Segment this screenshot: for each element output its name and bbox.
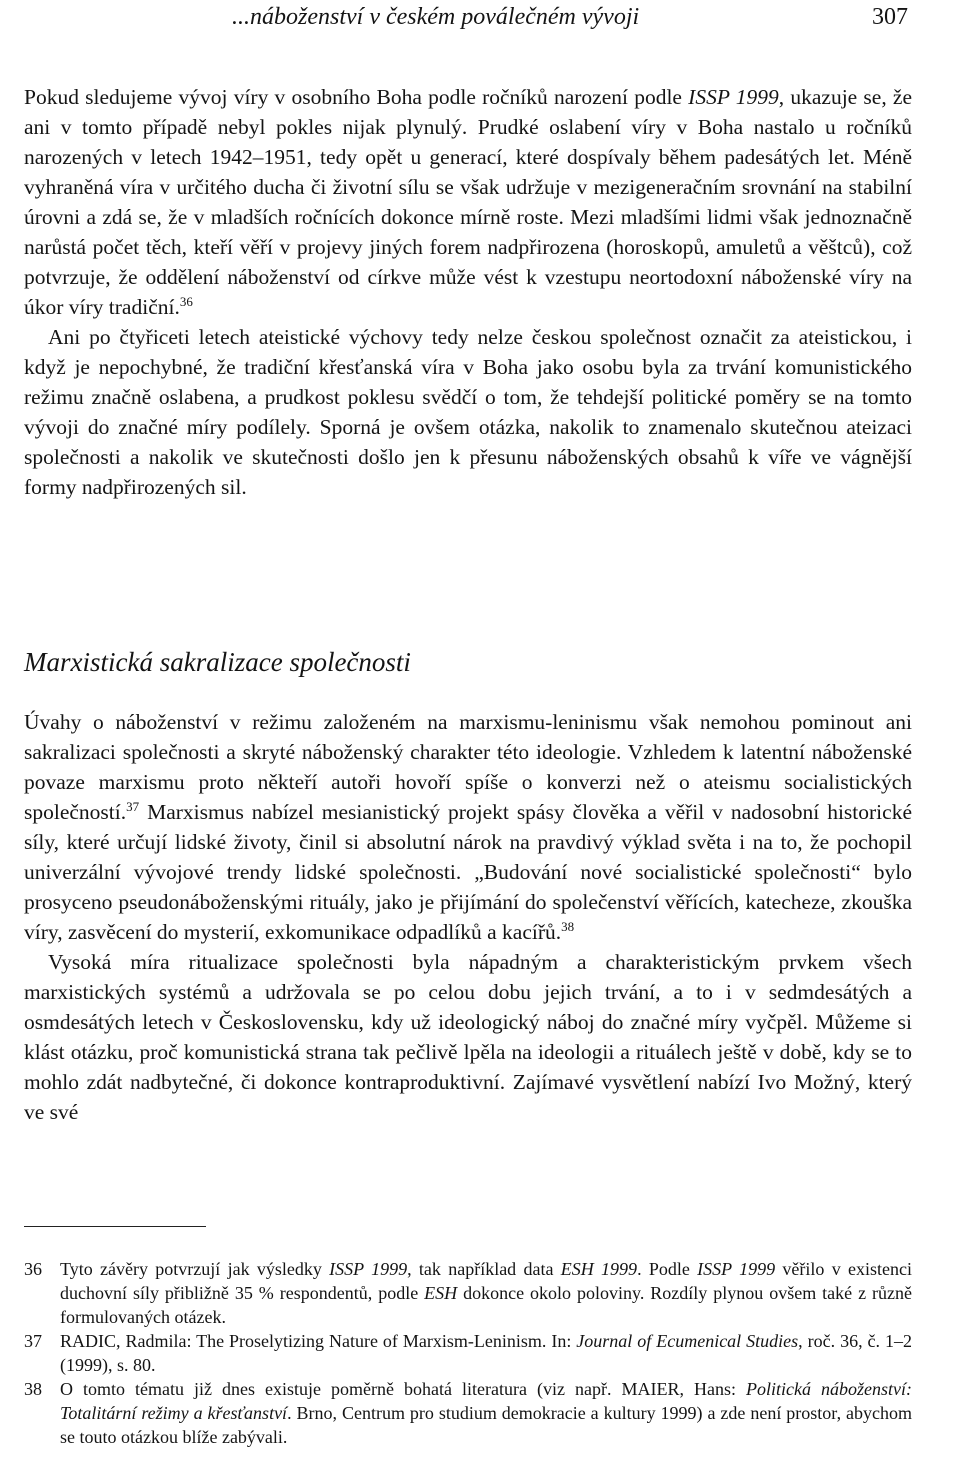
footnote-text: RADIC, Radmila: The Proselytizing Nature of Marxism-Leninism. In: Journal of Ecumenical Studies, roč. 36, č. 1–2 (1999), s. 80. — [60, 1331, 912, 1375]
footnotes — [24, 1257, 912, 1449]
issp-reference: ISSP 1999 — [688, 85, 779, 109]
footnote-text: O tomto tématu již dnes existuje poměrně bohatá literatura (viz např. MAIER, Hans: Politická náboženství: Totalitární režimy a křesťanství. Brno, Centrum pro studium demokracie a kultury 1999) a zde není prostor, abychom se touto otázkou blíže zabývali. — [60, 1379, 912, 1447]
footnote-text: Tyto závěry potvrzují jak výsledky ISSP 1999, tak například data ESH 1999. Podle ISSP 1999 věřilo v existenci duchovní síly přibližně 35 % respondentů, podle ESH dokonce okolo poloviny. Rozdíly plynou ovšem také z různě formulovaných otázek. — [60, 1259, 913, 1327]
paragraph-3: Úvahy o náboženství v režimu založeném na marxismu-leninismu však nemohou pominout ani sakralizaci společnosti a skryté náboženský charakter této ideologie. Vzhledem k latentní náboženské povaze marxismu proto někteří autoři hovoří spíše o konverzi než o ateismu socialistických společností.$^{37}$ Marxismus nabízel mesianistický projekt spásy člověka a věřil v nadosobní historické síly, které určují lidské životy, činil si absolutní nárok na pravdivý výklad světa i na to, že pochopil univerzální vývojové trendy lidské společnosti. „Budování nové socialistické společnosti“ bylo prosyceno pseudonáboženskými rituály, jako je přijímání do společenství věřících, katecheze, zkouška víry, zasvěcení do mysterií, exkomunikace odpadlíků a kacířů.$^{38}$ — [24, 710, 912, 944]
footnote-number: 37 — [24, 1331, 42, 1351]
paragraph-2: Ani po čtyřiceti letech ateistické výchovy tedy nelze českou společnost označit za ateistickou, i když je nepochybné, že tradiční křesťanská víra v Boha jako osobu byla za trvání komunistického režimu značně oslabena, a prudkost poklesu svědčí o tom, že tehdejší politické poměry se na tomto vývoji do značné míry podílely. Sporná je ovšem otázka, nakolik to znamenalo skutečnou ateizaci společnosti a nakolik ve skutečnosti došlo jen k přesunu náboženských obsahů k víře ve vágnější formy nadpřirozených sil. — [24, 325, 912, 499]
footnote-ref-36[interactable]: 36 — [179, 293, 193, 309]
footnote-37 — [24, 1329, 912, 1377]
page-number: 307 — [872, 4, 908, 30]
section-2-body — [24, 707, 912, 1127]
paragraph-4: Vysoká míra ritualizace společnosti byla nápadným a charakteristickým prvkem všech marxistických systémů a udržovala se po celou dobu jejich trvání, a to i v sedmdesátých a osmdesátých letech v Československu, kdy už ideologický náboj do značné míry vyčpěl. Můžeme si klást otázku, proč komunistická strana tak pečlivě lpěla na ideologii a rituálech ještě v době, kdy se to mohlo zdát nadbytečné, či dokonce kontraproduktivní. Zajímavé vysvětlení nabízí Ivo Možný, který ve své — [24, 950, 912, 1124]
footnote-number: 38 — [24, 1379, 42, 1399]
running-title: ...náboženství v českém poválečném vývoji — [232, 4, 640, 30]
footnote-ref-37[interactable]: 37 — [126, 798, 140, 814]
footnote-36 — [24, 1257, 912, 1329]
running-header — [24, 4, 912, 36]
section-heading: Marxistická sakralizace společnosti — [24, 647, 411, 677]
paragraph-1: Pokud sledujeme vývoj víry v osobního Boha podle ročníků narození podle ISSP 1999, ukazuje se, že ani v tomto případě nebyl pokles nijak plynulý. Prudké oslabení víry v Boha nastalo u ročníků narozených v letech 1942–1951, tedy opět u generací, které dospívaly během padesátých let. Méně vyhraněná víra v určitého ducha či životní sílu se však udržuje v mezigeneračním srovnání na stabilní úrovni a zdá se, že v mladších ročnících dokonce mírně roste. Mezi mladšími lidmi však jednoznačně narůstá počet těch, kteří věří v projevy jiných forem nadpřirozena (horoskopů, amuletů a věštců), což potvrzuje, že oddělení náboženství od církve může vést k vzestupu neortodoxní náboženské víry na úkor víry tradiční.$^{36}$ — [24, 85, 912, 319]
footnote-38 — [24, 1377, 912, 1449]
footnote-divider — [24, 1226, 206, 1227]
footnote-ref-38[interactable]: 38 — [561, 918, 575, 934]
footnote-number: 36 — [24, 1259, 42, 1279]
section-1-body — [24, 82, 912, 502]
